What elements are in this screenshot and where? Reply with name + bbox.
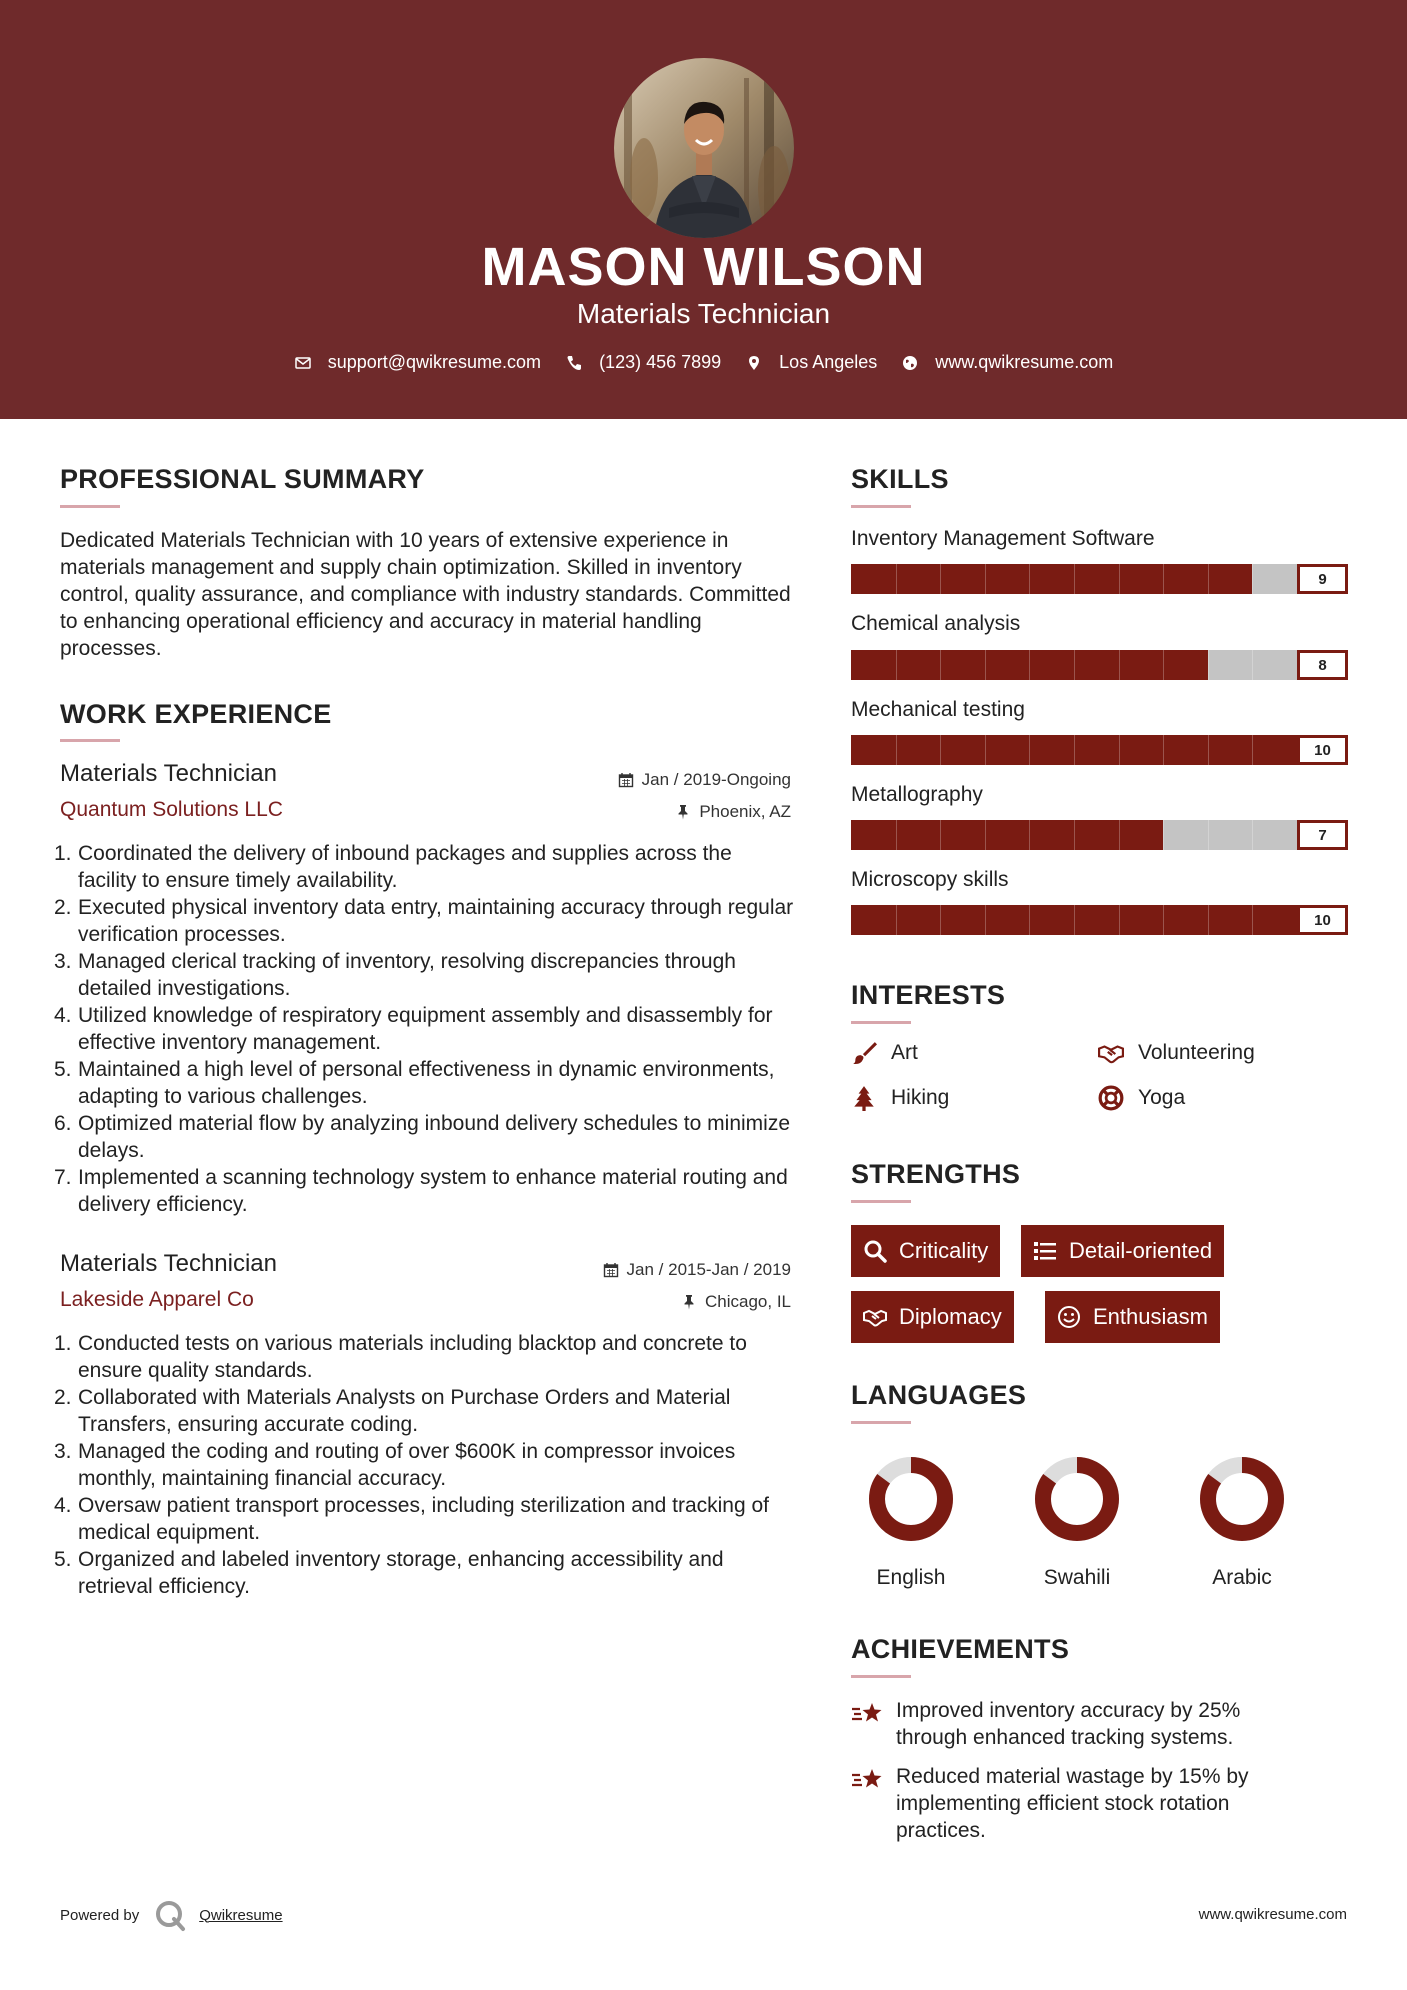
shooting-star-icon: [851, 1765, 883, 1795]
skill-segment-divider: [1163, 650, 1164, 680]
list-item: 4. Oversaw patient transport processes, including sterilization and tracking of medical equipment.: [54, 1494, 770, 1544]
pushpin-icon: [675, 804, 691, 820]
contact-location-text: Los Angeles: [779, 352, 878, 372]
skill-segment-divider: [1029, 564, 1030, 594]
skill-segment-divider: [985, 650, 986, 680]
envelope-icon: [294, 354, 312, 372]
job-2-dates: [603, 1260, 791, 1280]
qwikresume-link[interactable]: Qwikresume: [199, 1906, 283, 1924]
interests-heading: INTERESTS: [851, 980, 1006, 1010]
skill-segment-divider: [1119, 905, 1120, 935]
skill-bar: [851, 650, 1348, 680]
interest-item-art: Art: [851, 1040, 918, 1066]
language-name: Swahili: [1043, 1566, 1111, 1589]
achievements-heading: ACHIEVEMENTS: [851, 1634, 1070, 1664]
skill-level-box: 10: [1297, 905, 1348, 935]
skill-segment-divider: [1119, 820, 1120, 850]
skill-segment-divider: [940, 650, 941, 680]
interest-item-hiking: Hiking: [851, 1085, 949, 1111]
list-item: 2. Collaborated with Materials Analysts on Purchase Orders and Material Transfers, ensuring accurate coding.: [54, 1386, 731, 1436]
interest-item-yoga: Yoga: [1098, 1085, 1185, 1111]
skill-segment-divider: [1074, 735, 1075, 765]
list-item: 5. Organized and labeled inventory storage, enhancing accessibility and retrieval efficiency.: [54, 1548, 724, 1598]
skill-label: Mechanical testing: [851, 698, 1025, 721]
job-1-location: [675, 802, 791, 822]
skill-segment-divider: [1074, 564, 1075, 594]
list-item: 3. Managed clerical tracking of inventory, resolving discrepancies through detailed investigations.: [54, 950, 736, 1000]
skill-track: [851, 650, 1297, 680]
skill-segment-divider: [985, 820, 986, 850]
interest-item-volunteering: Volunteering: [1098, 1040, 1255, 1066]
skill-segment-divider: [1119, 564, 1120, 594]
skill-segment-divider: [1163, 820, 1164, 850]
job-2-bullets: [54, 1330, 794, 1600]
skill-segment-divider: [1029, 820, 1030, 850]
achievement-item: Reduced material wastage by 15% by implementing efficient stock rotation practices.: [851, 1763, 1311, 1844]
skill-fill: [851, 820, 1163, 850]
skill-segment-divider: [940, 564, 941, 594]
list-item: 2. Executed physical inventory data entry, maintaining accuracy through regular verification processes.: [54, 896, 794, 946]
language-item-arabic: [1182, 1456, 1302, 1590]
strengths-heading-rule: [851, 1200, 911, 1203]
skill-segment-divider: [1252, 905, 1253, 935]
calendar-icon: [618, 772, 634, 788]
profile-photo-image: [614, 58, 794, 238]
skill-segment-divider: [1029, 735, 1030, 765]
skill-segment-divider: [940, 820, 941, 850]
skill-label: Metallography: [851, 783, 983, 806]
skill-segment-divider: [896, 650, 897, 680]
profile-photo: [614, 58, 794, 238]
contact-email-text: support@qwikresume.com: [327, 352, 542, 372]
skill-level-box: 7: [1297, 820, 1348, 850]
job-1-company: Quantum Solutions LLC: [60, 798, 283, 821]
contact-bar: [0, 352, 1407, 373]
skill-segment-divider: [985, 735, 986, 765]
skill-segment-divider: [1252, 735, 1253, 765]
pushpin-icon: [681, 1294, 697, 1310]
achievements-heading-rule: [851, 1675, 911, 1678]
list-item: 1. Conducted tests on various materials including blacktop and concrete to ensure quality standards.: [54, 1332, 747, 1382]
skill-segment-divider: [1208, 650, 1209, 680]
language-donut: [1199, 1456, 1285, 1542]
skill-segment-divider: [1029, 650, 1030, 680]
job-2-location-text: Chicago, IL: [705, 1292, 791, 1311]
job-1-bullets: [54, 840, 794, 1218]
skill-label: Chemical analysis: [851, 612, 1021, 635]
paintbrush-icon: [851, 1040, 877, 1066]
skill-segment-divider: [896, 735, 897, 765]
footer-site-link[interactable]: www.qwikresume.com: [1198, 1906, 1347, 1923]
search-icon: [863, 1239, 887, 1263]
powered-by-label: Powered by: [60, 1906, 140, 1924]
skill-label: Inventory Management Software: [851, 527, 1155, 550]
handshake-icon: [863, 1305, 887, 1329]
life-ring-icon: [1098, 1085, 1124, 1111]
skill-segment-divider: [940, 735, 941, 765]
skill-segment-divider: [1163, 564, 1164, 594]
map-pin-icon: [745, 354, 763, 372]
skill-segment-divider: [1074, 650, 1075, 680]
list-item: 6. Optimized material flow by analyzing inbound delivery schedules to minimize delays.: [54, 1112, 791, 1162]
interests-heading-rule: [851, 1021, 911, 1024]
skill-bar: [851, 735, 1348, 765]
skill-fill: [851, 564, 1252, 594]
skill-segment-divider: [1074, 820, 1075, 850]
skill-segment-divider: [1119, 735, 1120, 765]
phone-icon: [565, 354, 583, 372]
skill-segment-divider: [1208, 905, 1209, 935]
skill-segment-divider: [896, 564, 897, 594]
skill-segment-divider: [1252, 650, 1253, 680]
job-1-dates: [618, 770, 791, 790]
strength-badge-diplomacy: Diplomacy: [851, 1291, 1014, 1343]
list-icon: [1033, 1239, 1057, 1263]
list-item: 4. Utilized knowledge of respiratory equipment assembly and disassembly for effective inventory management.: [54, 1004, 773, 1054]
strength-badge-criticality: Criticality: [851, 1225, 1000, 1277]
languages-heading: LANGUAGES: [851, 1380, 1027, 1410]
skill-segment-divider: [1029, 905, 1030, 935]
achievement-item: Improved inventory accuracy by 25% through enhanced tracking systems.: [851, 1697, 1311, 1751]
skill-segment-divider: [1252, 820, 1253, 850]
skill-segment-divider: [1208, 820, 1209, 850]
skill-track: [851, 905, 1297, 935]
list-item: 5. Maintained a high level of personal effectiveness in dynamic environments, adapting to various challenges.: [54, 1058, 775, 1108]
skill-segment-divider: [1074, 905, 1075, 935]
skill-segment-divider: [985, 905, 986, 935]
job-1-title: Materials Technician: [60, 760, 277, 787]
contact-phone-text: (123) 456 7899: [599, 352, 722, 372]
summary-heading-rule: [60, 505, 120, 508]
language-donut: [868, 1456, 954, 1542]
skills-heading-rule: [851, 505, 911, 508]
skill-segment-divider: [1163, 905, 1164, 935]
strength-badge-enthusiasm: Enthusiasm: [1045, 1291, 1220, 1343]
list-item: 1. Coordinated the delivery of inbound packages and supplies across the facility to ensure timely availability.: [54, 842, 732, 892]
experience-heading-rule: [60, 739, 120, 742]
contact-website-text: www.qwikresume.com: [935, 352, 1114, 372]
skill-segment-divider: [1119, 650, 1120, 680]
footer-powered-by: [60, 1898, 283, 1932]
skill-segment-divider: [940, 905, 941, 935]
job-1-dates-text: Jan / 2019-Ongoing: [641, 770, 791, 789]
globe-icon: [901, 354, 919, 372]
shooting-star-icon: [851, 1699, 883, 1729]
contact-location: [745, 352, 877, 373]
list-item: 3. Managed the coding and routing of over $600K in compressor invoices monthly, maintaining financial accuracy.: [54, 1440, 736, 1490]
contact-email[interactable]: [294, 352, 541, 373]
resume-header: [0, 0, 1407, 419]
skill-segment-divider: [896, 820, 897, 850]
job-2-title: Materials Technician: [60, 1250, 277, 1277]
language-name: English: [876, 1566, 946, 1589]
skill-segment-divider: [985, 564, 986, 594]
job-2-dates-text: Jan / 2015-Jan / 2019: [626, 1260, 791, 1279]
summary-heading: PROFESSIONAL SUMMARY: [60, 464, 425, 494]
skill-track: [851, 820, 1297, 850]
candidate-name: MASON WILSON: [481, 237, 926, 297]
list-item: 7. Implemented a scanning technology system to enhance material routing and delivery efficiency.: [54, 1166, 788, 1216]
contact-phone[interactable]: [565, 352, 721, 373]
skill-segment-divider: [1252, 564, 1253, 594]
contact-website[interactable]: [901, 352, 1113, 373]
skill-bar: [851, 820, 1348, 850]
language-item-swahili: [1017, 1456, 1137, 1590]
handshake-icon: [1098, 1040, 1124, 1066]
skills-heading: SKILLS: [851, 464, 949, 494]
smile-icon: [1057, 1305, 1081, 1329]
skill-level-box: 9: [1297, 564, 1348, 594]
languages-heading-rule: [851, 1421, 911, 1424]
skill-bar: [851, 564, 1348, 594]
strength-badge-detail-oriented: Detail-oriented: [1021, 1225, 1224, 1277]
language-donut: [1034, 1456, 1120, 1542]
skill-level-box: 10: [1297, 735, 1348, 765]
calendar-icon: [603, 1262, 619, 1278]
experience-heading: WORK EXPERIENCE: [60, 699, 332, 729]
skill-segment-divider: [1163, 735, 1164, 765]
language-name: Arabic: [1212, 1566, 1272, 1589]
tree-icon: [851, 1085, 877, 1111]
language-item-english: [851, 1456, 971, 1590]
skill-segment-divider: [1208, 564, 1209, 594]
job-2-company: Lakeside Apparel Co: [60, 1288, 254, 1311]
skill-level-box: 8: [1297, 650, 1348, 680]
skill-bar: [851, 905, 1348, 935]
skill-track: [851, 564, 1297, 594]
summary-text: Dedicated Materials Technician with 10 years of extensive experience in materials management and supply chain optimization. Skilled in inventory control, quality assurance, and compliance with industry standards. Committed to enhancing operational efficiency and accuracy in material handling processes.: [60, 529, 791, 660]
qwikresume-logo-icon: [153, 1898, 187, 1932]
skill-segment-divider: [896, 905, 897, 935]
skill-track: [851, 735, 1297, 765]
strengths-heading: STRENGTHS: [851, 1159, 1021, 1189]
skill-label: Microscopy skills: [851, 868, 1009, 891]
candidate-role: Materials Technician: [576, 298, 831, 329]
skill-segment-divider: [1208, 735, 1209, 765]
job-1-location-text: Phoenix, AZ: [699, 802, 791, 821]
job-2-location: [681, 1292, 791, 1312]
